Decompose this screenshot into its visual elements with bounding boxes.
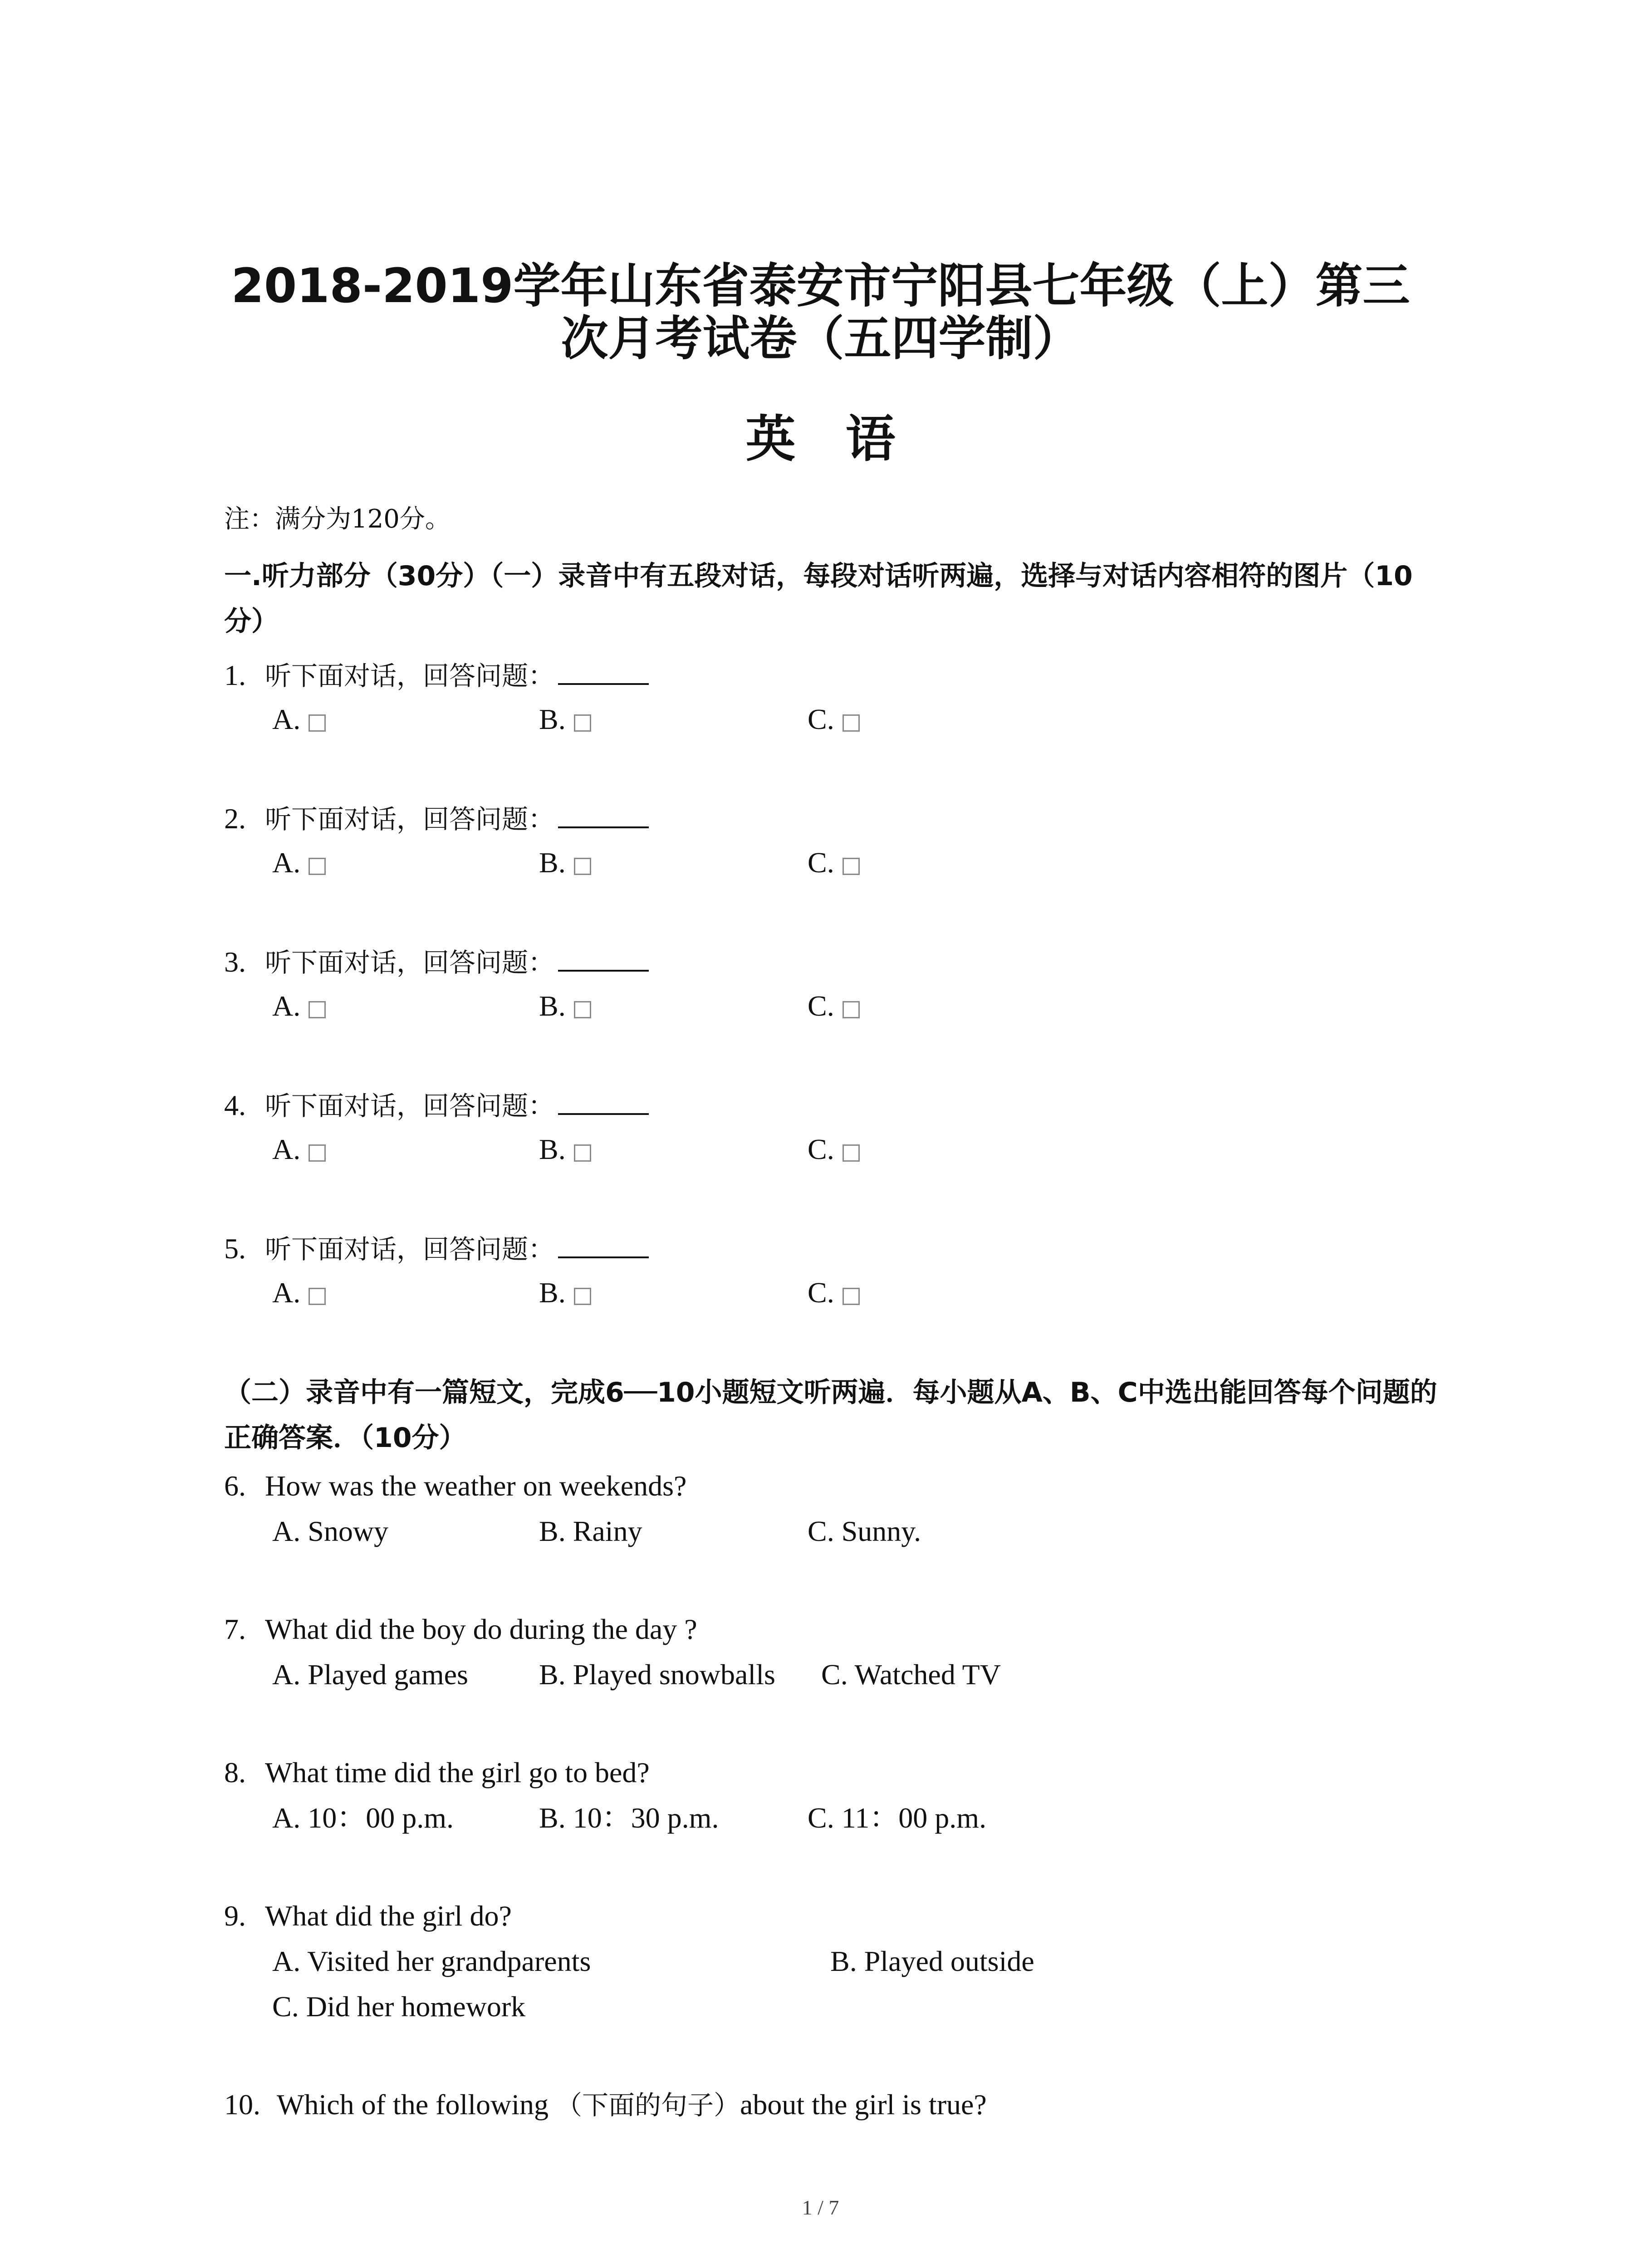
option-a[interactable]: A.: [272, 845, 326, 881]
image-placeholder-icon: [843, 858, 860, 875]
option-c[interactable]: C.: [808, 1275, 860, 1311]
question-8-options: [0, 1800, 1641, 1836]
question-number: 6.: [224, 1470, 246, 1502]
image-placeholder-icon: [309, 1288, 326, 1305]
question-8: [224, 1755, 650, 1791]
question-5-options: [0, 1275, 1641, 1311]
question-number: 7.: [224, 1613, 246, 1645]
question-number: 9.: [224, 1900, 246, 1932]
image-placeholder-icon: [574, 1144, 591, 1162]
question-1: [224, 656, 649, 694]
option-b[interactable]: B.: [539, 1275, 591, 1311]
option-c[interactable]: C.: [808, 701, 860, 738]
question-5: [224, 1229, 649, 1267]
question-prompt: 听下面对话，回答问题：: [265, 947, 555, 978]
answer-blank[interactable]: [558, 656, 649, 685]
answer-blank[interactable]: [558, 799, 649, 828]
answer-blank[interactable]: [558, 1229, 649, 1258]
option-b[interactable]: B.: [539, 845, 591, 881]
question-2: [224, 799, 649, 837]
question-text-end: about the girl is true?: [740, 2088, 987, 2121]
option-a[interactable]: A. Visited her grandparents: [272, 1945, 591, 1977]
exam-title-line1: 2018-2019学年山东省泰安市宁阳县七年级（上）第三: [231, 258, 1410, 313]
part1-heading: 一.听力部分（30分）（一）录音中有五段对话，每段对话听两遍，选择与对话内容相符的图片（10分）: [224, 560, 1413, 637]
question-10: [224, 2087, 987, 2123]
question-text: What did the boy do during the day ?: [265, 1613, 697, 1645]
question-9: [224, 1898, 512, 1934]
image-placeholder-icon: [309, 1001, 326, 1018]
option-b[interactable]: B. Played outside: [830, 1945, 1034, 1977]
exam-title-line2: 次月考试卷（五四学制）: [561, 311, 1080, 366]
subject-title: 英语: [745, 410, 945, 468]
option-c[interactable]: C. 11：00 p.m.: [808, 1802, 987, 1834]
image-placeholder-icon: [843, 1001, 860, 1018]
question-number: 1.: [224, 659, 246, 691]
option-c[interactable]: C.: [808, 1131, 860, 1168]
question-1-options: [0, 701, 1641, 738]
option-c[interactable]: C.: [808, 845, 860, 881]
option-b[interactable]: B.: [539, 701, 591, 738]
image-placeholder-icon: [309, 1144, 326, 1162]
question-4-options: [0, 1131, 1641, 1168]
question-6-options: [0, 1513, 1641, 1549]
question-text-chinese: （下面的句子）: [555, 2090, 740, 2121]
option-b[interactable]: B. Rainy: [539, 1515, 642, 1547]
answer-blank[interactable]: [558, 1086, 649, 1115]
question-2-options: [0, 845, 1641, 881]
question-prompt: 听下面对话，回答问题：: [265, 1090, 555, 1121]
question-9-options-row1: [0, 1943, 1641, 1980]
question-number: 4.: [224, 1089, 246, 1121]
image-placeholder-icon: [574, 1288, 591, 1305]
question-number: 2.: [224, 802, 246, 835]
question-7-options: [0, 1657, 1641, 1693]
option-c[interactable]: C. Watched TV: [821, 1658, 1001, 1691]
image-placeholder-icon: [843, 714, 860, 732]
option-a[interactable]: A.: [272, 701, 326, 738]
image-placeholder-icon: [309, 714, 326, 732]
image-placeholder-icon: [574, 858, 591, 875]
answer-blank[interactable]: [558, 943, 649, 972]
question-number: 10.: [224, 2088, 260, 2121]
question-text: How was the weather on weekends?: [265, 1470, 687, 1502]
question-4: [224, 1086, 649, 1124]
option-c[interactable]: C.: [808, 988, 860, 1024]
image-placeholder-icon: [843, 1288, 860, 1305]
image-placeholder-icon: [574, 714, 591, 732]
option-a[interactable]: A.: [272, 988, 326, 1024]
option-b[interactable]: B.: [539, 1131, 591, 1168]
question-prompt: 听下面对话，回答问题：: [265, 1234, 555, 1265]
question-prompt: 听下面对话，回答问题：: [265, 660, 555, 691]
question-text: What did the girl do?: [265, 1900, 512, 1932]
question-3-options: [0, 988, 1641, 1024]
question-number: 5.: [224, 1232, 246, 1265]
question-text: What time did the girl go to bed?: [265, 1756, 650, 1789]
question-3: [224, 943, 649, 981]
option-a[interactable]: A.: [272, 1131, 326, 1168]
option-b[interactable]: B.: [539, 988, 591, 1024]
question-number: 3.: [224, 946, 246, 978]
question-prompt: 听下面对话，回答问题：: [265, 804, 555, 835]
part2-heading: （二）录音中有一篇短文，完成6──10小题短文听两遍．每小题从A、B、C中选出能回答每个问题的正确答案．（10分）: [224, 1377, 1437, 1454]
option-a[interactable]: A. Played games: [272, 1658, 468, 1691]
question-9-options-row2: [0, 1989, 1641, 2025]
option-a[interactable]: A. Snowy: [272, 1515, 389, 1547]
page-number: 1 / 7: [802, 2196, 839, 2219]
question-text-start: Which of the following: [277, 2088, 556, 2121]
image-placeholder-icon: [843, 1144, 860, 1162]
option-b[interactable]: B. Played snowballs: [539, 1658, 775, 1691]
option-a[interactable]: A.: [272, 1275, 326, 1311]
question-number: 8.: [224, 1756, 246, 1789]
question-7: [224, 1611, 697, 1647]
option-a[interactable]: A. 10：00 p.m.: [272, 1802, 454, 1834]
image-placeholder-icon: [574, 1001, 591, 1018]
image-placeholder-icon: [309, 858, 326, 875]
option-c[interactable]: C. Did her homework: [272, 1990, 526, 2023]
score-note: 注：满分为120分。: [224, 504, 451, 534]
question-6: [224, 1468, 686, 1504]
option-c[interactable]: C. Sunny.: [808, 1515, 921, 1547]
option-b[interactable]: B. 10：30 p.m.: [539, 1802, 719, 1834]
